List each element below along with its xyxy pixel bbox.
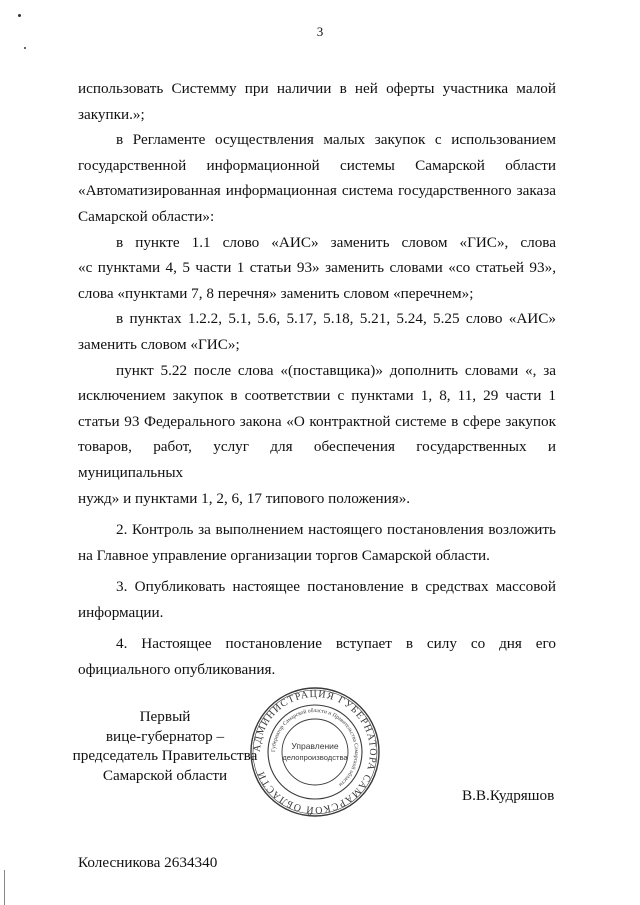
seal-inner-text: Губернатор Самарской области и Правительства Самарской области <box>270 707 360 788</box>
official-seal-icon <box>248 685 382 819</box>
seal-outer-text: АДМИНИСТРАЦИЯ ГУБЕРНАТОРА САМАРСКОЙ ОБЛАСТИ <box>251 688 379 816</box>
scan-speck <box>18 14 21 17</box>
paragraph-line: исключением закупок в соответствии с пунктами 1, 8, 11, 29 части 1 <box>78 387 556 405</box>
paragraph-line: товаров, работ, услуг для обеспечения государственных и муниципальных <box>78 438 556 481</box>
page-number: 3 <box>316 24 324 39</box>
paragraph-line: закупки.»; <box>78 105 145 123</box>
paragraph-line: статьи 93 Федерального закона «О контрактной системе в сфере закупок <box>78 412 556 430</box>
seal-center-line2: делопроизводства <box>282 753 348 762</box>
signature-title-line: вице-губернатор – <box>105 727 225 745</box>
signature-title-line: председатель Правительства <box>72 747 258 764</box>
signature-title-line: Первый <box>139 708 191 725</box>
paragraph-line: 2. Контроль за выполнением настоящего постановления возложить <box>116 521 556 539</box>
signatory-name: В.В.Кудряшов <box>462 787 555 804</box>
paragraph-line: в пунктах 1.2.2, 5.1, 5.6, 5.17, 5.18, 5.21, 5.24, 5.25 слово «АИС» <box>116 310 556 328</box>
paragraph-line: в Регламенте осуществления малых закупок с использованием <box>116 131 556 149</box>
signature-title-line: Самарской области <box>102 766 228 784</box>
paragraph-line: Самарской области»: <box>78 207 215 225</box>
paragraph-line: пункт 5.22 после слова «(поставщика)» дополнить словами «, за <box>116 361 556 379</box>
scan-edge-line <box>4 870 5 905</box>
paragraph-line: информации. <box>78 603 164 621</box>
paragraph-line: в пункте 1.1 слово «АИС» заменить словом «ГИС», слова <box>116 233 556 251</box>
paragraph-line: официального опубликования. <box>78 661 276 679</box>
paragraph-line: 3. Опубликовать настоящее постановление в средствах массовой <box>116 578 556 596</box>
signature-title <box>60 707 270 785</box>
paragraph-line: 4. Настоящее постановление вступает в силу со дня его <box>116 635 556 653</box>
paragraph-line: слова «пунктами 7, 8 перечня» заменить словом «перечнем»; <box>78 284 474 302</box>
paragraph-line: использовать Системму при наличии в ней оферты участника малой <box>78 80 556 97</box>
scan-speck <box>24 47 26 49</box>
paragraph-line: нужд» и пунктами 1, 2, 6, 17 типового положения». <box>78 489 411 507</box>
paragraph-line: «с пунктами 4, 5 части 1 статьи 93» заменить словами «со статьей 93», <box>78 259 556 277</box>
document-body <box>78 76 556 683</box>
paragraph-line: заменить словом «ГИС»; <box>78 335 240 353</box>
paragraph-line: «Автоматизированная информационная система государственного заказа <box>78 182 556 200</box>
executor-contact: Колесникова 2634340 <box>78 854 218 871</box>
seal-center-line1: Управление <box>291 741 339 751</box>
paragraph-line: на Главное управление организации торгов Самарской области. <box>78 546 490 564</box>
paragraph-line: государственной информационной системы Самарской области <box>78 156 556 174</box>
